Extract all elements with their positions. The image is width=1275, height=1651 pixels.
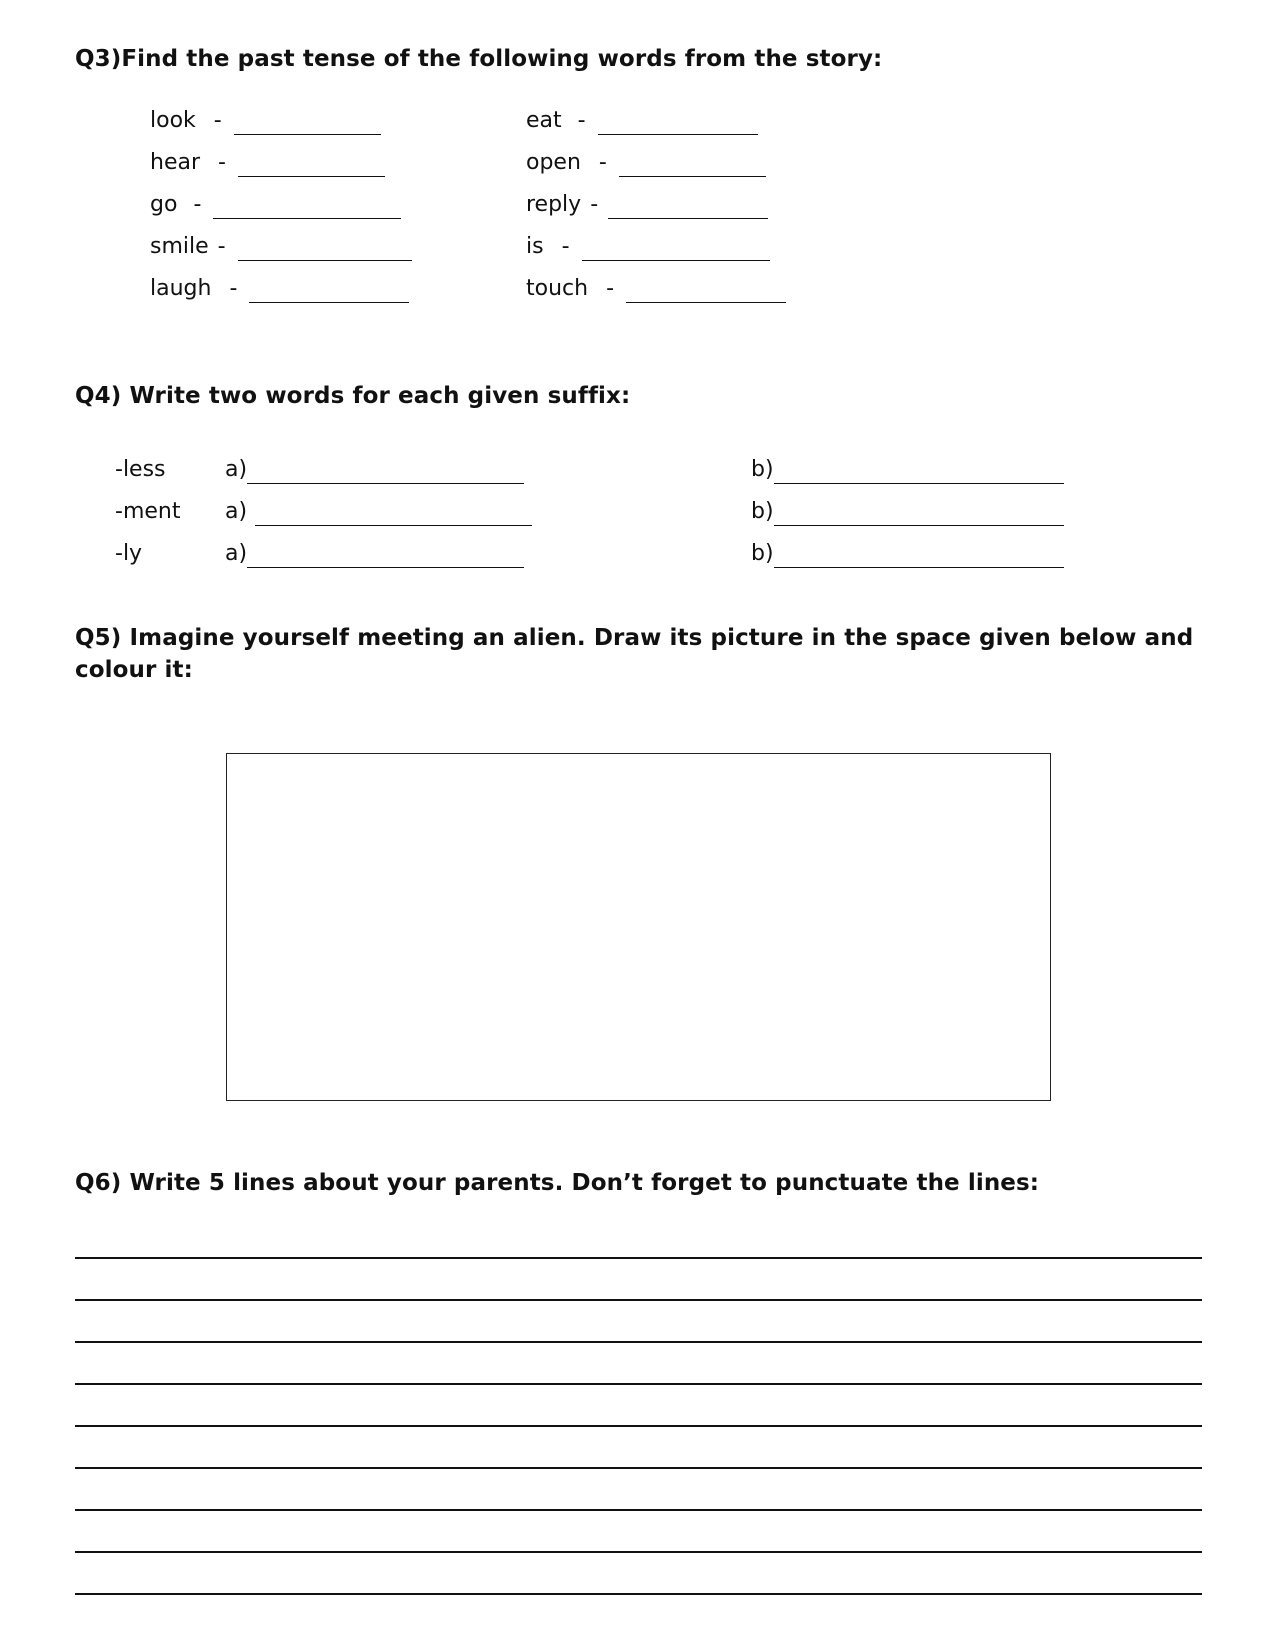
q3-word: laugh xyxy=(150,276,212,301)
q3-dash: - xyxy=(590,192,599,217)
q3-word: smile xyxy=(150,234,209,259)
q3-item-smile xyxy=(150,233,412,261)
writing-line[interactable] xyxy=(75,1257,1202,1259)
q3-item-laugh xyxy=(150,275,409,303)
q3-item-open xyxy=(526,149,766,177)
q3-dash: - xyxy=(229,276,238,301)
q3-word: eat xyxy=(526,108,562,133)
q3-dash: - xyxy=(213,108,222,133)
answer-blank-b[interactable] xyxy=(774,461,1064,484)
q4-title: Q4) Write two words for each given suffix: xyxy=(75,383,631,409)
q4-row-ly xyxy=(115,540,524,568)
answer-blank-a[interactable] xyxy=(247,461,524,484)
writing-line[interactable] xyxy=(75,1551,1202,1553)
suffix-label: -ly xyxy=(115,541,143,566)
answer-blank[interactable] xyxy=(619,154,766,177)
q3-item-eat xyxy=(526,107,758,135)
writing-line[interactable] xyxy=(75,1509,1202,1511)
q3-dash: - xyxy=(598,150,607,175)
answer-blank[interactable] xyxy=(582,238,770,261)
drawing-box[interactable] xyxy=(226,753,1051,1101)
q3-word: go xyxy=(150,192,178,217)
option-b-label: b) xyxy=(751,457,774,482)
q3-dash: - xyxy=(218,150,226,175)
q4-row-less xyxy=(115,456,524,484)
writing-line[interactable] xyxy=(75,1467,1202,1469)
writing-line[interactable] xyxy=(75,1341,1202,1343)
q4-row-less-b xyxy=(751,456,1064,484)
option-a-label: a) xyxy=(225,541,248,566)
q3-dash: - xyxy=(217,234,226,259)
suffix-label: -less xyxy=(115,457,166,482)
q3-item-touch xyxy=(526,275,786,303)
answer-blank[interactable] xyxy=(213,196,401,219)
q3-dash: - xyxy=(577,108,586,133)
q4-row-ment xyxy=(115,498,532,526)
writing-line[interactable] xyxy=(75,1383,1202,1385)
q3-word: hear xyxy=(150,150,201,175)
q3-word: look xyxy=(150,108,196,133)
answer-blank-a[interactable] xyxy=(247,545,524,568)
option-a-label: a) xyxy=(225,499,248,524)
q6-title: Q6) Write 5 lines about your parents. Don’t forget to punctuate the lines: xyxy=(75,1170,1040,1196)
answer-blank[interactable] xyxy=(608,196,768,219)
q3-dash: - xyxy=(561,234,570,259)
q4-row-ly-b xyxy=(751,540,1064,568)
q3-dash: - xyxy=(193,192,202,217)
q3-item-reply xyxy=(526,191,768,219)
answer-blank[interactable] xyxy=(238,238,412,261)
answer-blank[interactable] xyxy=(249,280,409,303)
q3-item-is xyxy=(526,233,770,261)
q3-word: reply xyxy=(526,192,582,217)
option-a-label: a) xyxy=(225,457,248,482)
q5-title-line2: colour it: xyxy=(75,657,193,683)
answer-blank-b[interactable] xyxy=(774,545,1064,568)
q3-word: open xyxy=(526,150,581,175)
writing-line[interactable] xyxy=(75,1425,1202,1427)
writing-line[interactable] xyxy=(75,1299,1202,1301)
answer-blank[interactable] xyxy=(238,154,385,177)
q3-title: Q3)Find the past tense of the following words from the story: xyxy=(75,46,883,72)
q3-word: is xyxy=(526,234,544,259)
q3-item-hear xyxy=(150,149,385,177)
q5-title-line1: Q5) Imagine yourself meeting an alien. Draw its picture in the space given below and xyxy=(75,625,1194,651)
suffix-label: -ment xyxy=(115,499,181,524)
option-b-label: b) xyxy=(751,499,774,524)
q3-item-look xyxy=(150,107,381,135)
answer-blank[interactable] xyxy=(234,112,381,135)
q3-dash: - xyxy=(606,276,615,301)
answer-blank-b[interactable] xyxy=(774,503,1064,526)
q3-word: touch xyxy=(526,276,589,301)
answer-blank-a[interactable] xyxy=(255,503,532,526)
answer-blank[interactable] xyxy=(626,280,786,303)
q3-item-go xyxy=(150,191,401,219)
answer-blank[interactable] xyxy=(598,112,758,135)
q4-row-ment-b xyxy=(751,498,1064,526)
option-b-label: b) xyxy=(751,541,774,566)
writing-line[interactable] xyxy=(75,1593,1202,1595)
